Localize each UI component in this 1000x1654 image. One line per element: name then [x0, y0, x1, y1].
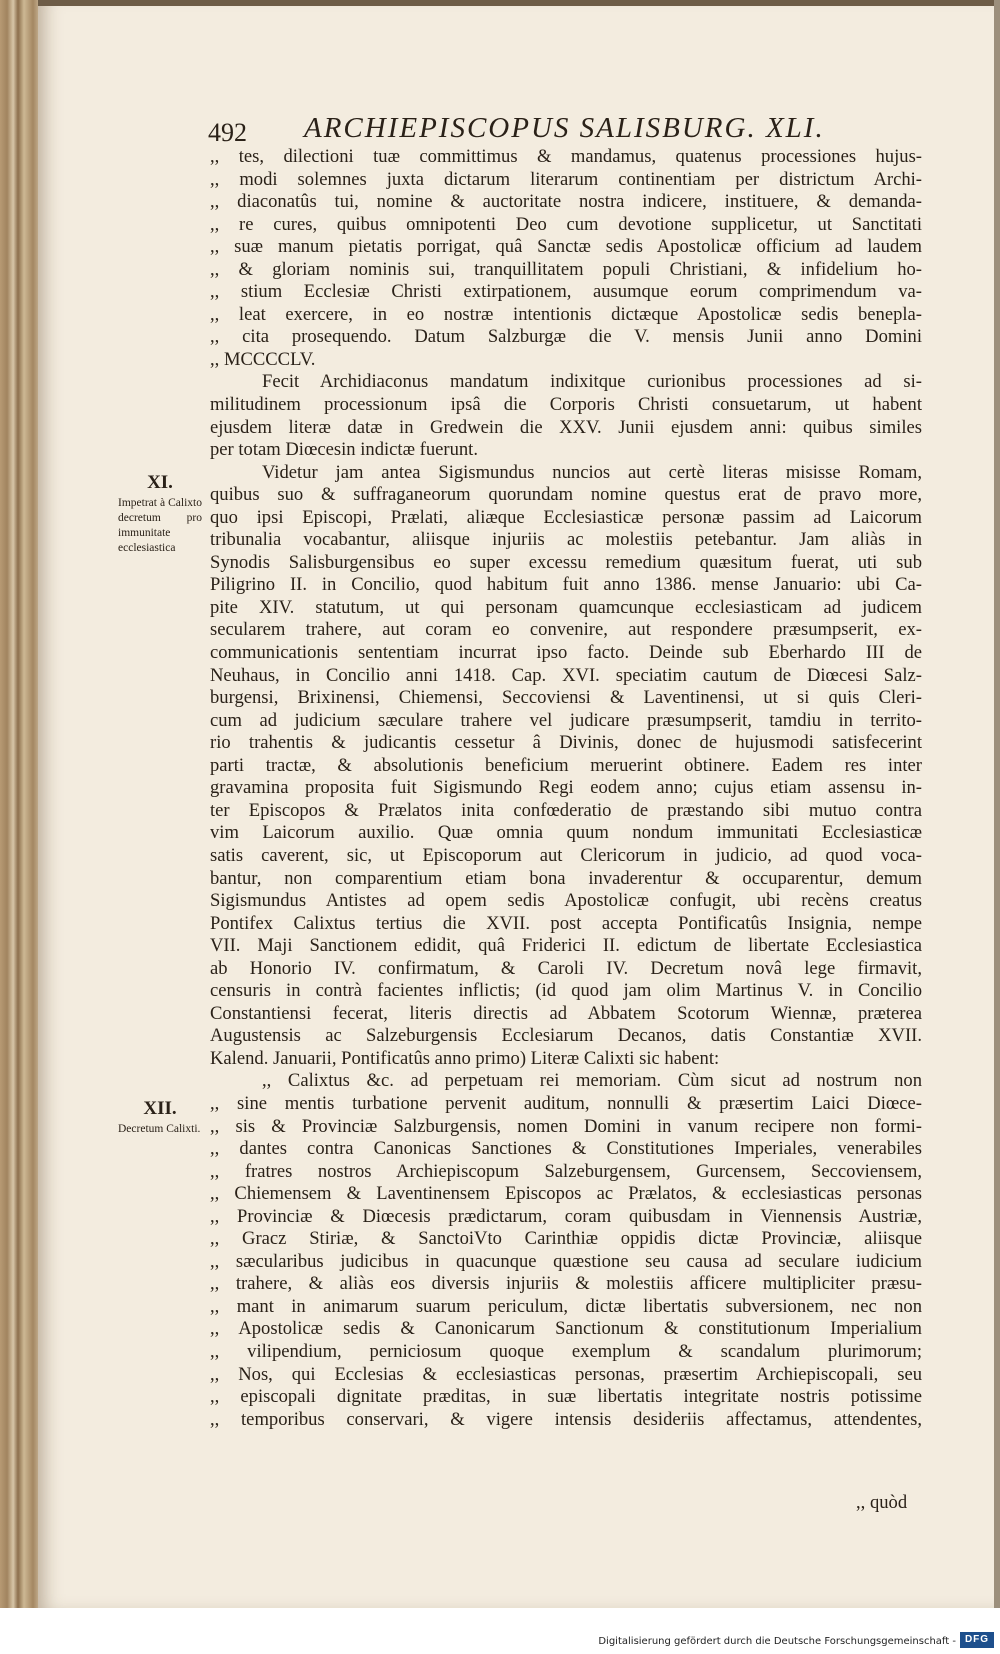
text-line: Pontifex Calixtus tertius die XVII. post accepta Pontificatûs Insignia, nempe	[210, 912, 922, 934]
running-title: ARCHIEPISCOPUS SALISBURG. XLI.	[304, 112, 825, 144]
text-line: ,, Apostolicæ sedis & Canonicarum Sanctionum & constitutionum Imperialium	[210, 1318, 922, 1340]
text-line: ,, sæcularibus judicibus in quacunque quæstione seu causa ad seculare iudicium	[210, 1250, 922, 1272]
text-line: ,, cita prosequendo. Datum Salzburgæ die V. mensis Junii anno Domini	[210, 326, 922, 348]
text-line: pite XIV. statutum, ut qui personam quamcunque ecclesiasticam ad judicem	[210, 596, 922, 618]
text-line: ,, & gloriam nominis sui, tranquillitatem populi Christiani, & infidelium ho-	[210, 258, 922, 280]
text-line: ,, mant in animarum suarum periculum, dictæ libertatis subversionem, nec non	[210, 1295, 922, 1317]
text-line: Kalend. Januarii, Pontificatûs anno primo) Literæ Calixti sic habent:	[210, 1047, 720, 1069]
text-line: communicationis sententiam incurrat ipso facto. Deinde sub Eberhardo III de	[210, 642, 922, 664]
text-line: ,, Chiemensem & Laventinensem Episcopos ac Prælatos, & ecclesiasticas personas	[210, 1183, 922, 1205]
text-line: ,, leat exercere, in eo nostræ intentionis dictæque Apostolicæ sedis benepla-	[210, 303, 922, 325]
text-line: ,, Gracz Stiriæ, & SanctoiVto Carinthiæ oppidis dictæ Provinciæ, aliisque	[210, 1228, 922, 1250]
page-top-edge	[38, 0, 1000, 6]
margin-section-number: XI.	[147, 472, 173, 493]
text-line: ejusdem literæ datæ in Gredwein die XXV. Junii ejusdem anni: quibus similes	[210, 416, 922, 438]
page-right-edge	[994, 0, 1000, 1608]
margin-note-xi	[118, 472, 202, 556]
text-line: secularem trahere, aut coram eo convenire, aut respondere præsumpserit, ex-	[210, 619, 922, 641]
margin-note-text: Impetrat à Calixto decretum pro immunitate ecclesiastica	[118, 497, 202, 554]
footer-credit: Digitalisierung gefördert durch die Deutsche Forschungsgemeinschaft -	[598, 1636, 956, 1647]
margin-section-number: XII.	[143, 1098, 177, 1119]
text-line: per totam Diœcesin indictæ fuerunt.	[210, 439, 478, 461]
text-line: Piligrino II. in Concilio, quod habitum fuit anno 1386. mense Januario: ubi Ca-	[210, 574, 922, 596]
footer-band	[0, 1608, 1000, 1654]
text-line: ,, sine mentis turbatione pervenit auditum, nonnulli & præsertim Laici Diœce-	[210, 1092, 922, 1114]
text-line: cum ad judicium sæculare trahere vel judicare præsumpserit, tamdiu in territo-	[210, 709, 922, 731]
text-line: Constantiensi fecerat, literis directis ad Abbatem Scotorum Wiennæ, præterea	[210, 1002, 922, 1024]
body-text	[210, 146, 922, 1431]
text-line: rio trahentis & judicantis cessetur â Divinis, donec de hujusmodi satisfecerint	[210, 732, 922, 754]
text-line: parti tractæ, & absolutionis beneficium meruerint obtinere. Eadem res inter	[210, 754, 922, 776]
text-line: ,, temporibus conservari, & vigere intensis desideriis affectamus, attendentes,	[210, 1408, 922, 1430]
text-line: ,, Provinciæ & Diœcesis prædictarum, coram quibusdam in Viennensis Austriæ,	[210, 1205, 922, 1227]
text-line: Neuhaus, in Concilio anni 1418. Cap. XVI. speciatim cautum de Diœcesi Salz-	[210, 664, 922, 686]
text-line: militudinem processionum ipsâ die Corporis Christi consuetarum, ut habent	[210, 394, 922, 416]
text-line: VII. Maji Sanctionem edidit, quâ Friderici II. edictum de libertate Ecclesiastica	[210, 935, 922, 957]
text-line: satis caverent, sic, ut Episcoporum aut Clericorum in judicio, ad quod voca-	[210, 844, 922, 866]
text-line: ,, MCCCCLV.	[210, 348, 316, 370]
text-line: tribunalia vocabantur, aliisque injuriis ac molestiis petebantur. Jam aliàs in	[210, 529, 922, 551]
text-line: Synodis Salisburgensibus eo super excessu remedium quæsitum fuerat, uti sub	[210, 551, 922, 573]
text-line: ,, Nos, qui Ecclesias & ecclesiasticas personas, præsertim Archiepiscopali, seu	[210, 1363, 922, 1385]
text-line: ter Episcopos & Prælatos inita confœderatio de præstando sibi mutuo contra	[210, 799, 922, 821]
dfg-logo: DFG	[960, 1632, 994, 1648]
margin-note-xii	[118, 1098, 202, 1137]
text-line: ,, modi solemnes juxta dictarum literarum continentiam per districtum Archi-	[210, 168, 922, 190]
text-line: Fecit Archidiaconus mandatum indixitque curionibus processiones ad si-	[262, 371, 922, 393]
text-line: ,, dantes contra Canonicas Sanctiones & Constitutiones Imperiales, venerabiles	[210, 1138, 922, 1160]
catchword: ,, quòd	[856, 1492, 908, 1513]
text-line: Sigismundus Antistes ad opem sedis Apostolicæ confugit, ubi recèns creatus	[210, 890, 922, 912]
text-line: ,, re cures, quibus omnipotenti Deo cum devotione supplicetur, ut Sanctitati	[210, 213, 922, 235]
text-line: vim Laicorum auxilio. Quæ omnia quum nondum immunitati Ecclesiasticæ	[210, 822, 922, 844]
text-line: ,, episcopali dignitate præditas, in suæ libertatis integritate nostris potissime	[210, 1386, 922, 1408]
text-line: ,, tes, dilectioni tuæ committimus & mandamus, quatenus processiones hujus-	[210, 146, 922, 167]
text-line: quibus suo & suffraganeorum quorundam nomine questus erat de pravo more,	[210, 484, 922, 506]
text-line: burgensi, Brixinensi, Chiemensi, Seccoviensi & Laventinensi, ut si quis Cleri-	[210, 687, 922, 709]
text-line: Augustensis ac Salzeburgensis Ecclesiarum Decanos, datis Constantiæ XVII.	[210, 1025, 922, 1047]
text-line: ,, vilipendium, perniciosum quoque exemplum & scandalum plurimorum;	[210, 1340, 922, 1362]
text-line: ,, diaconatûs tui, nomine & auctoritate nostra indicere, instituere, & demanda-	[210, 191, 922, 213]
margin-note-text: Decretum Calixti.	[118, 1123, 201, 1135]
page-number: 492	[208, 118, 247, 147]
text-line: ,, Calixtus &c. ad perpetuam rei memoriam. Cùm sicut ad nostrum non	[262, 1070, 922, 1092]
text-line: quo ipsi Episcopi, Prælati, aliæque Ecclesiasticæ personæ passim ad Laicorum	[210, 506, 922, 528]
text-line: ,, sis & Provinciæ Salzburgensis, nomen Domini in vanum recipere non formi-	[210, 1115, 922, 1137]
text-line: Videtur jam antea Sigismundus nuncios aut certè literas misisse Romam,	[262, 461, 922, 483]
text-line: ,, stium Ecclesiæ Christi extirpationem, ausumque eorum comprimendum va-	[210, 281, 922, 303]
text-line: gravamina proposita fuit Sigismundo Regi eodem anno; cujus etiam assensu in-	[210, 777, 922, 799]
text-line: ,, trahere, & aliàs eos diversis injuriis & molestiis afficere multipliciter præsu-	[210, 1273, 922, 1295]
text-line: censuris in contrà facientes inflictis; (id quod jam olim Martinus V. in Concilio	[210, 980, 922, 1002]
text-line: ,, fratres nostros Archiepiscopum Salzeburgensem, Gurcensem, Seccoviensem,	[210, 1160, 922, 1182]
text-line: ab Honorio IV. confirmatum, & Caroli IV. Decretum novâ lege firmavit,	[210, 957, 922, 979]
text-line: bantur, non comparentium etiam bona invaderentur & occuparentur, demum	[210, 867, 922, 889]
text-line: ,, suæ manum pietatis porrigat, quâ Sanctæ sedis Apostolicæ officium ad laudem	[210, 236, 922, 258]
